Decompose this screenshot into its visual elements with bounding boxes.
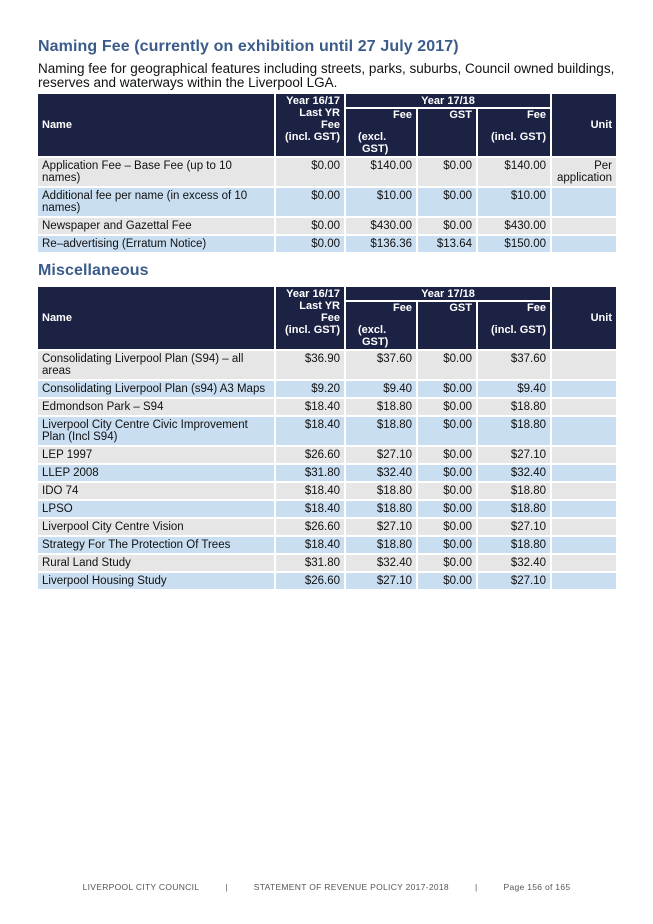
table-row: [38, 381, 616, 397]
footer-separator: |: [225, 882, 228, 892]
cell-fee-excl-gst: $32.40: [346, 555, 416, 571]
header-name: Name: [38, 287, 274, 349]
table-header: [38, 287, 616, 349]
cell-fee-incl-gst: $18.80: [478, 501, 550, 517]
cell-fee-incl-gst: $140.00: [478, 158, 550, 186]
cell-fee-excl-gst: $18.80: [346, 501, 416, 517]
document-page: [38, 38, 615, 591]
cell-unit: [552, 447, 616, 463]
table-row: [38, 501, 616, 517]
header-last-year: Year 16/17 Last YR Fee (incl. GST): [276, 287, 344, 349]
cell-gst: $0.00: [418, 537, 476, 553]
cell-last-year-fee: $18.40: [276, 501, 344, 517]
footer-council: LIVERPOOL CITY COUNCIL: [82, 882, 200, 892]
footer-separator: |: [474, 882, 478, 892]
cell-name: LEP 1997: [38, 447, 274, 463]
table-row: [38, 483, 616, 499]
cell-unit: [552, 483, 616, 499]
cell-last-year-fee: $26.60: [276, 447, 344, 463]
table-row: [38, 158, 616, 186]
table-row: [38, 188, 616, 216]
cell-fee-incl-gst: $150.00: [478, 236, 550, 252]
cell-fee-excl-gst: $430.00: [346, 218, 416, 234]
header-unit: Unit: [552, 94, 616, 156]
page-footer: [0, 882, 653, 892]
table-row: [38, 399, 616, 415]
naming-fee-rows: [38, 158, 616, 252]
table-row: [38, 573, 616, 589]
cell-gst: $0.00: [418, 417, 476, 445]
cell-last-year-fee: $18.40: [276, 483, 344, 499]
cell-last-year-fee: $18.40: [276, 399, 344, 415]
table-header: [38, 94, 616, 156]
cell-fee-incl-gst: $18.80: [478, 483, 550, 499]
cell-name: LPSO: [38, 501, 274, 517]
cell-unit: [552, 218, 616, 234]
cell-name: Rural Land Study: [38, 555, 274, 571]
cell-fee-incl-gst: $18.80: [478, 399, 550, 415]
section-intro: Naming fee for geographical features including streets, parks, suburbs, Council owned buildings, reserves and waterways within the Liverpool LGA.: [38, 61, 615, 90]
footer-page-number: Page 156 of 165: [503, 882, 571, 892]
miscellaneous-table: [36, 285, 618, 591]
section-title-naming-fee: Naming Fee (currently on exhibition until 27 July 2017): [38, 38, 459, 55]
header-fee-incl: Fee (incl. GST): [478, 109, 550, 156]
cell-fee-excl-gst: $37.60: [346, 351, 416, 379]
cell-fee-excl-gst: $32.40: [346, 465, 416, 481]
cell-fee-excl-gst: $27.10: [346, 573, 416, 589]
naming-fee-table: [36, 92, 618, 254]
cell-unit: [552, 399, 616, 415]
cell-fee-incl-gst: $37.60: [478, 351, 550, 379]
header-fee-excl: Fee (excl. GST): [346, 302, 416, 349]
cell-name: Re–advertising (Erratum Notice): [38, 236, 274, 252]
table-row: [38, 537, 616, 553]
header-unit: Unit: [552, 287, 616, 349]
cell-name: Strategy For The Protection Of Trees: [38, 537, 274, 553]
cell-fee-incl-gst: $27.10: [478, 573, 550, 589]
cell-name: IDO 74: [38, 483, 274, 499]
header-fee-excl: Fee (excl. GST): [346, 109, 416, 156]
cell-fee-incl-gst: $32.40: [478, 465, 550, 481]
table-row: [38, 555, 616, 571]
cell-name: Liverpool City Centre Civic Improvement Plan (Incl S94): [38, 417, 274, 445]
section-title-miscellaneous: Miscellaneous: [38, 262, 149, 279]
cell-fee-incl-gst: $18.80: [478, 417, 550, 445]
cell-fee-excl-gst: $10.00: [346, 188, 416, 216]
cell-fee-excl-gst: $9.40: [346, 381, 416, 397]
cell-unit: [552, 188, 616, 216]
cell-gst: $0.00: [418, 351, 476, 379]
cell-fee-excl-gst: $27.10: [346, 519, 416, 535]
miscellaneous-rows: [38, 351, 616, 589]
header-last-year: Year 16/17 Last YR Fee (incl. GST): [276, 94, 344, 156]
cell-last-year-fee: $9.20: [276, 381, 344, 397]
cell-fee-incl-gst: $18.80: [478, 537, 550, 553]
cell-gst: $0.00: [418, 399, 476, 415]
cell-unit: [552, 555, 616, 571]
cell-name: Liverpool City Centre Vision: [38, 519, 274, 535]
table-row: [38, 519, 616, 535]
cell-gst: $0.00: [418, 188, 476, 216]
cell-last-year-fee: $26.60: [276, 573, 344, 589]
cell-gst: $0.00: [418, 158, 476, 186]
header-year-1718: Year 17/18: [346, 287, 550, 300]
cell-fee-incl-gst: $10.00: [478, 188, 550, 216]
table-row: [38, 447, 616, 463]
header-gst: GST: [418, 302, 476, 349]
table-row: [38, 351, 616, 379]
footer-policy: STATEMENT OF REVENUE POLICY 2017-2018: [253, 882, 449, 892]
cell-unit: [552, 537, 616, 553]
cell-last-year-fee: $18.40: [276, 537, 344, 553]
cell-name: Liverpool Housing Study: [38, 573, 274, 589]
cell-gst: $0.00: [418, 218, 476, 234]
cell-fee-excl-gst: $136.36: [346, 236, 416, 252]
cell-unit: Per application: [552, 158, 616, 186]
cell-last-year-fee: $0.00: [276, 188, 344, 216]
cell-fee-excl-gst: $18.80: [346, 537, 416, 553]
cell-fee-excl-gst: $18.80: [346, 483, 416, 499]
header-name: Name: [38, 94, 274, 156]
cell-fee-excl-gst: $18.80: [346, 399, 416, 415]
cell-unit: [552, 519, 616, 535]
cell-last-year-fee: $36.90: [276, 351, 344, 379]
cell-gst: $0.00: [418, 573, 476, 589]
cell-gst: $13.64: [418, 236, 476, 252]
cell-fee-incl-gst: $27.10: [478, 519, 550, 535]
cell-name: Application Fee – Base Fee (up to 10 names): [38, 158, 274, 186]
table-row: [38, 465, 616, 481]
cell-name: Edmondson Park – S94: [38, 399, 274, 415]
cell-last-year-fee: $0.00: [276, 236, 344, 252]
header-gst: GST: [418, 109, 476, 156]
cell-gst: $0.00: [418, 447, 476, 463]
cell-name: Consolidating Liverpool Plan (s94) A3 Maps: [38, 381, 274, 397]
cell-gst: $0.00: [418, 501, 476, 517]
cell-unit: [552, 465, 616, 481]
cell-last-year-fee: $0.00: [276, 158, 344, 186]
cell-fee-excl-gst: $140.00: [346, 158, 416, 186]
cell-fee-excl-gst: $18.80: [346, 417, 416, 445]
cell-unit: [552, 351, 616, 379]
cell-gst: $0.00: [418, 465, 476, 481]
cell-last-year-fee: $0.00: [276, 218, 344, 234]
cell-gst: $0.00: [418, 519, 476, 535]
cell-fee-incl-gst: $9.40: [478, 381, 550, 397]
cell-last-year-fee: $31.80: [276, 465, 344, 481]
cell-last-year-fee: $26.60: [276, 519, 344, 535]
cell-gst: $0.00: [418, 483, 476, 499]
cell-name: Additional fee per name (in excess of 10 names): [38, 188, 274, 216]
cell-unit: [552, 417, 616, 445]
table-row: [38, 417, 616, 445]
cell-fee-incl-gst: $32.40: [478, 555, 550, 571]
cell-gst: $0.00: [418, 555, 476, 571]
cell-last-year-fee: $31.80: [276, 555, 344, 571]
cell-name: Newspaper and Gazettal Fee: [38, 218, 274, 234]
cell-unit: [552, 501, 616, 517]
cell-fee-incl-gst: $430.00: [478, 218, 550, 234]
cell-name: LLEP 2008: [38, 465, 274, 481]
cell-gst: $0.00: [418, 381, 476, 397]
table-row: [38, 236, 616, 252]
cell-name: Consolidating Liverpool Plan (S94) – all areas: [38, 351, 274, 379]
header-fee-incl: Fee (incl. GST): [478, 302, 550, 349]
cell-last-year-fee: $18.40: [276, 417, 344, 445]
header-year-1718: Year 17/18: [346, 94, 550, 107]
cell-unit: [552, 381, 616, 397]
cell-unit: [552, 573, 616, 589]
table-row: [38, 218, 616, 234]
cell-unit: [552, 236, 616, 252]
cell-fee-excl-gst: $27.10: [346, 447, 416, 463]
cell-fee-incl-gst: $27.10: [478, 447, 550, 463]
